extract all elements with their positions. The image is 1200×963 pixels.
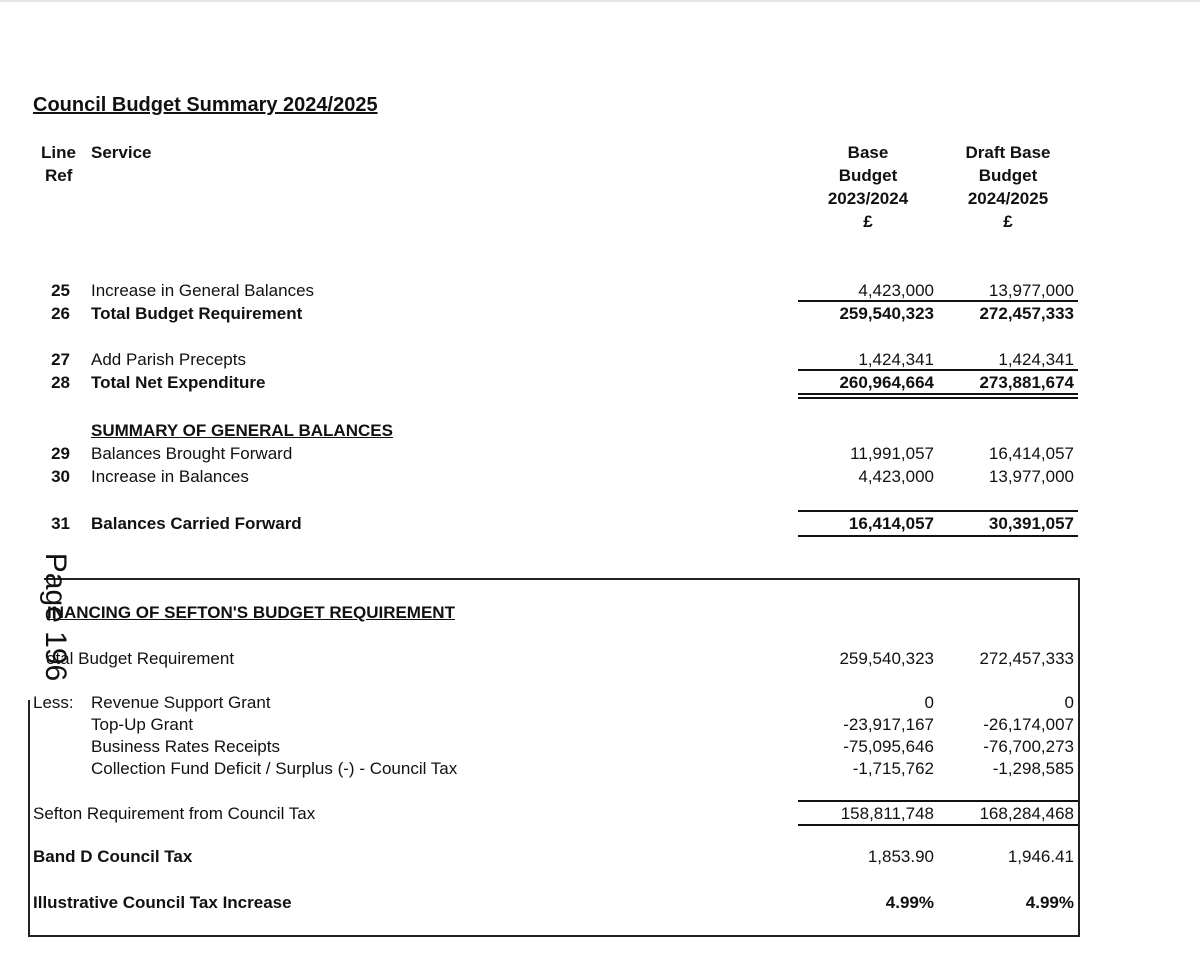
financing-item-label: Collection Fund Deficit / Surplus (-) - Council Tax	[91, 759, 458, 778]
row-label: Add Parish Precepts	[91, 350, 246, 369]
top-edge	[0, 0, 1200, 2]
rule	[798, 800, 1078, 802]
row-value-2024: 273,881,674	[979, 373, 1074, 392]
financing-item-2024: 0	[1064, 693, 1074, 712]
header-col1-line4: £	[863, 212, 873, 231]
header-col1-line3: 2023/2024	[827, 189, 909, 208]
row-value-2023: 4,423,000	[858, 467, 934, 486]
financing-item-label: Revenue Support Grant	[91, 693, 271, 712]
rule	[798, 535, 1078, 537]
financing-heading: INANCING OF SEFTON'S BUDGET REQUIREMENT	[47, 603, 455, 622]
financing-box-bottom	[28, 935, 1080, 937]
double-rule-bottom	[798, 397, 1078, 399]
row-value-2024: 16,414,057	[988, 444, 1074, 463]
financing-item-label: Top-Up Grant	[91, 715, 194, 734]
row-value-2023: 259,540,323	[839, 304, 934, 323]
tax-increase-2023: 4.99%	[885, 893, 934, 912]
financing-item-2024: -1,298,585	[992, 759, 1074, 778]
row-value-2024: 1,424,341	[998, 350, 1074, 369]
requirement-2024: 168,284,468	[979, 804, 1074, 823]
band-d-label: Band D Council Tax	[33, 847, 193, 866]
financing-item-2023: -1,715,762	[852, 759, 934, 778]
band-d-2024: 1,946.41	[1007, 847, 1074, 866]
row-value-2024: 30,391,057	[988, 514, 1074, 533]
header-col2-line3: 2024/2025	[967, 189, 1049, 208]
header-col1-line1: Base	[847, 143, 889, 162]
financing-box-top	[44, 578, 1080, 580]
row-value-2023: 1,424,341	[858, 350, 934, 369]
page-number-stamp: Page 196	[39, 552, 72, 682]
double-rule-top	[798, 393, 1078, 395]
financing-item-2023: -75,095,646	[843, 737, 934, 756]
row-ref: 29	[51, 444, 70, 463]
row-label: Balances Carried Forward	[91, 514, 302, 533]
header-service: Service	[91, 143, 152, 162]
financing-total-2023: 259,540,323	[839, 649, 934, 668]
rule	[798, 510, 1078, 512]
rule	[798, 300, 1078, 302]
financing-item-label: Business Rates Receipts	[91, 737, 280, 756]
financing-total-2024: 272,457,333	[979, 649, 1074, 668]
row-ref: 30	[51, 467, 70, 486]
header-ref: Ref	[45, 166, 73, 185]
tax-increase-2024: 4.99%	[1025, 893, 1074, 912]
header-col2-line4: £	[1003, 212, 1013, 231]
row-value-2023: 11,991,057	[850, 444, 934, 463]
row-ref: 28	[51, 373, 70, 392]
summary-heading: SUMMARY OF GENERAL BALANCES	[91, 421, 393, 440]
header-col2-line1: Draft Base	[965, 143, 1051, 162]
header-line: Line	[41, 143, 76, 162]
row-label: Balances Brought Forward	[91, 444, 293, 463]
row-label: Total Net Expenditure	[91, 373, 266, 392]
row-ref: 31	[51, 514, 70, 533]
financing-item-2024: -26,174,007	[983, 715, 1074, 734]
header-col2-line2: Budget	[978, 166, 1038, 185]
row-ref: 26	[51, 304, 70, 323]
rule	[798, 824, 1078, 826]
financing-total-label: otal Budget Requirement	[46, 649, 235, 668]
financing-item-2023: -23,917,167	[843, 715, 934, 734]
requirement-label: Sefton Requirement from Council Tax	[33, 804, 316, 823]
header-col1-line2: Budget	[838, 166, 898, 185]
financing-box-left	[28, 700, 30, 937]
row-value-2023: 4,423,000	[858, 281, 934, 300]
requirement-2023: 158,811,748	[840, 804, 934, 823]
financing-item-2024: -76,700,273	[983, 737, 1074, 756]
row-value-2024: 13,977,000	[988, 467, 1074, 486]
less-label: Less:	[33, 693, 74, 712]
band-d-2023: 1,853.90	[867, 847, 934, 866]
row-value-2023: 16,414,057	[848, 514, 934, 533]
tax-increase-label: Illustrative Council Tax Increase	[33, 893, 292, 912]
row-value-2023: 260,964,664	[839, 373, 934, 392]
row-label: Increase in Balances	[91, 467, 249, 486]
financing-item-2023: 0	[924, 693, 934, 712]
page-title: Council Budget Summary 2024/2025	[33, 94, 378, 116]
row-value-2024: 272,457,333	[979, 304, 1074, 323]
row-ref: 25	[51, 281, 70, 300]
row-value-2024: 13,977,000	[988, 281, 1074, 300]
financing-box-right	[1078, 578, 1080, 937]
row-label: Increase in General Balances	[91, 281, 315, 300]
row-label: Total Budget Requirement	[91, 304, 303, 323]
rule	[798, 369, 1078, 371]
row-ref: 27	[51, 350, 70, 369]
